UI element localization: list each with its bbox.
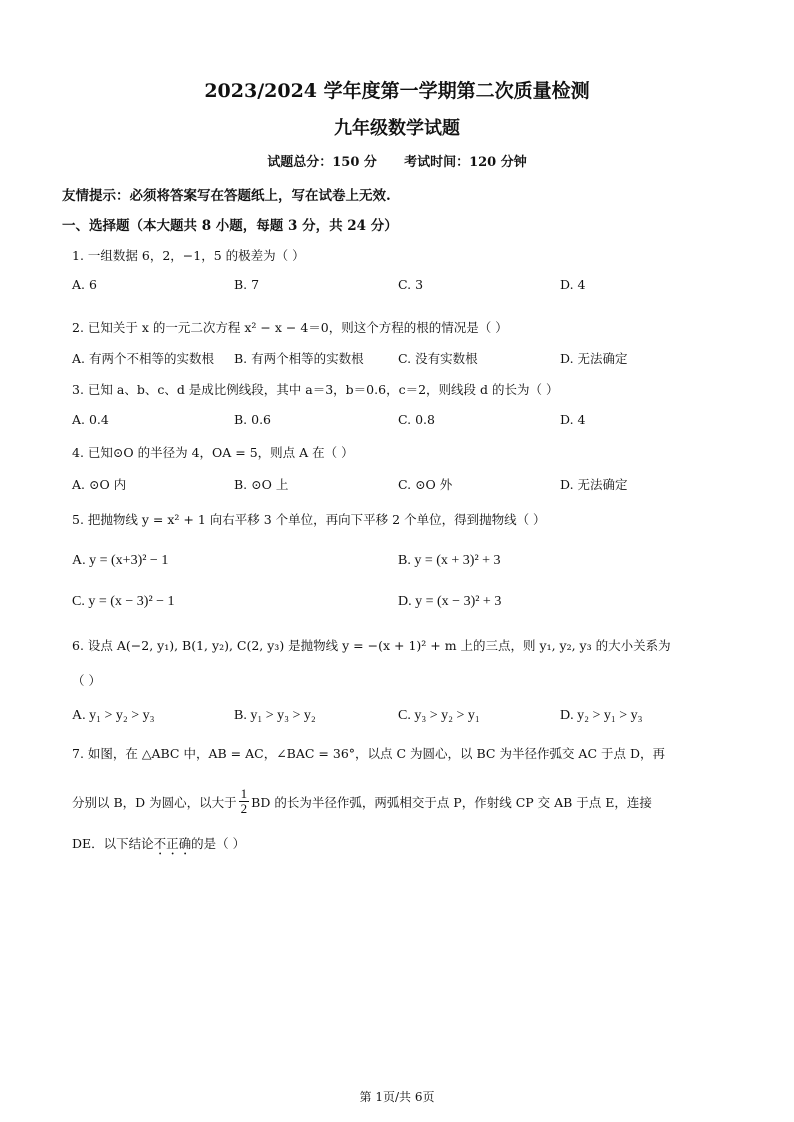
question-2-option-c: C. 没有实数根 — [398, 351, 478, 366]
fraction-denominator: 2 — [240, 801, 248, 816]
question-4-stem: 4. 已知⊙O 的半径为 4，OA = 5，则点 A 在（ ） — [72, 445, 354, 460]
question-7-line-3-end: 的是（ ） — [191, 836, 246, 851]
question-2-stem: 2. 已知关于 x 的一元二次方程 x² − x − 4＝0，则这个方程的根的情况是（ ） — [72, 320, 508, 335]
question-1-option-c: C. 3 — [398, 277, 424, 292]
exam-title: 2023/2024 学年度第一学期第二次质量检测 — [204, 80, 590, 102]
question-3-option-b: B. 0.6 — [234, 412, 272, 427]
question-6-option-c: C. y₃ > y₂ > y₁ — [398, 708, 480, 723]
question-7-line-2-start: 分别以 B，D 为圆心，以大于 — [72, 794, 237, 810]
question-4-option-b: B. ⊙O 上 — [234, 477, 289, 492]
question-2-option-d: D. 无法确定 — [560, 351, 628, 366]
question-5-option-d: D. y = (x − 3)² + 3 — [398, 594, 502, 609]
question-7-line-1: 7. 如图，在 △ABC 中，AB = AC，∠BAC = 36°，以点 C 为圆心，以 BC 为半径作弧交 AC 于点 D，再 — [72, 746, 665, 761]
question-6-stem-continued: （ ） — [72, 673, 101, 688]
question-1-option-a: A. 6 — [72, 277, 97, 292]
emphasized-not-correct: 不正确 — [153, 836, 192, 851]
question-7-line-3 — [72, 834, 245, 858]
question-5-option-a: A. y = (x+3)² − 1 — [72, 553, 169, 568]
question-6-option-a: A. y₁ > y₂ > y₃ — [72, 708, 155, 723]
question-2-option-a: A. 有两个不相等的实数根 — [72, 351, 214, 366]
question-4-option-d: D. 无法确定 — [560, 477, 628, 492]
question-7-line-2 — [72, 787, 652, 816]
question-6-option-b: B. y₁ > y₃ > y₂ — [234, 708, 316, 723]
question-3-option-c: C. 0.8 — [398, 412, 435, 427]
question-2-option-b: B. 有两个相等的实数根 — [234, 351, 364, 366]
question-6-option-d: D. y₂ > y₁ > y₃ — [560, 708, 643, 723]
question-3-option-d: D. 4 — [560, 412, 586, 427]
exam-subtitle: 九年级数学试题 — [334, 118, 460, 139]
exam-info: 试题总分：150 分 考试时间：120 分钟 — [267, 155, 527, 170]
question-3-stem: 3. 已知 a、b、c、d 是成比例线段，其中 a＝3，b＝0.6，c＝2，则线段 d 的长为（ ） — [72, 382, 559, 397]
question-5-option-b: B. y = (x + 3)² + 3 — [398, 553, 501, 568]
question-3-option-a: A. 0.4 — [72, 412, 109, 427]
question-4-option-a: A. ⊙O 内 — [72, 477, 127, 492]
question-4-option-c: C. ⊙O 外 — [398, 477, 453, 492]
question-1-stem: 1. 一组数据 6，2，−1，5 的极差为（ ） — [72, 248, 305, 263]
question-1-option-d: D. 4 — [560, 277, 586, 292]
question-7-line-2-end: BD 的长为半径作弧，两弧相交于点 P，作射线 CP 交 AB 于点 E，连接 — [251, 794, 652, 810]
fraction-numerator: 1 — [240, 786, 248, 801]
section-heading: 一、选择题（本大题共 8 小题，每题 3 分，共 24 分） — [62, 218, 398, 234]
question-6-stem: 6. 设点 A(−2, y₁), B(1, y₂), C(2, y₃) 是抛物线 y = −(x + 1)² + m 上的三点，则 y₁, y₂, y₃ 的大小关系为 — [72, 638, 671, 653]
fraction-one-half — [239, 787, 250, 816]
notice: 友情提示：必须将答案写在答题纸上，写在试卷上无效. — [62, 188, 391, 204]
page-footer: 第 1页/共 6页 — [359, 1090, 435, 1104]
question-7-line-3-start: DE．以下结论 — [72, 836, 154, 851]
question-5-stem: 5. 把抛物线 y = x² + 1 向右平移 3 个单位，再向下平移 2 个单位，得到抛物线（ ） — [72, 512, 546, 527]
question-1-option-b: B. 7 — [234, 277, 260, 292]
question-5-option-c: C. y = (x − 3)² − 1 — [72, 594, 175, 609]
